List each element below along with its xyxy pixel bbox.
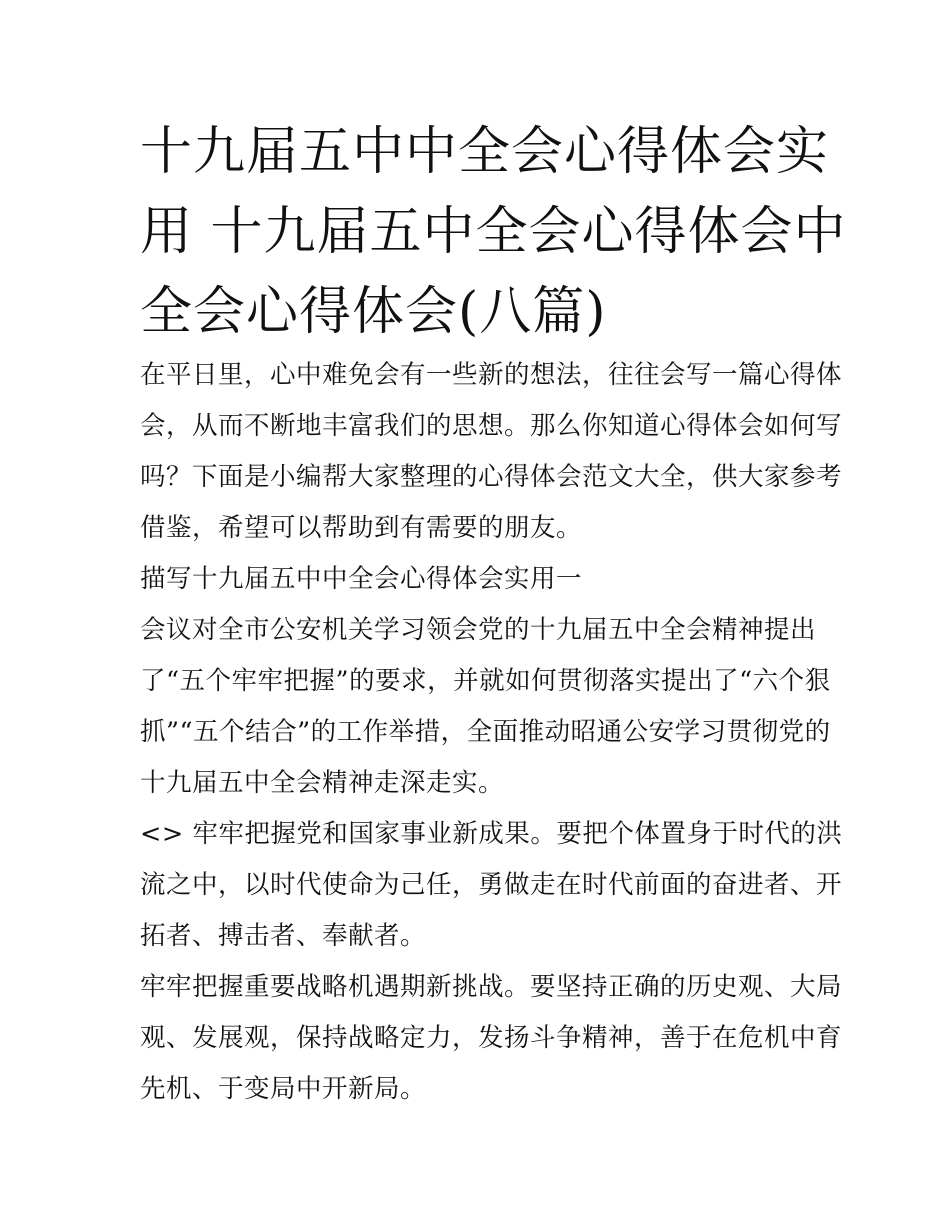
title-line: 全会心得体会(八篇) [140, 282, 607, 342]
body-line: 拓者、搏击者、奉献者。 [140, 921, 427, 951]
body-line: <> 牢牢把握党和国家事业新成果。要把个体置身于时代的洪 [140, 819, 843, 849]
body-line: 在平日里，心中难免会有一些新的想法，往往会写一篇心得体 [140, 360, 843, 390]
body-line: 了“五个牢牢把握”的要求，并就如何贯彻落实提出了“六个狠 [140, 666, 831, 696]
body-line: 会，从而不断地丰富我们的思想。那么你知道心得体会如何写 [140, 411, 843, 441]
section-heading: 描写十九届五中中全会心得体会实用一 [140, 564, 583, 594]
body-line: 借鉴，希望可以帮助到有需要的朋友。 [140, 513, 583, 543]
body-line: 抓”“五个结合”的工作举措，全面推动昭通公安学习贯彻党的 [140, 717, 831, 747]
document-title [140, 112, 847, 352]
body-line: 吗？下面是小编帮大家整理的心得体会范文大全，供大家参考 [140, 462, 843, 492]
body-line: 先机、于变局中开新局。 [140, 1074, 427, 1104]
body-line: 流之中，以时代使命为己任，勇做走在时代前面的奋进者、开 [140, 870, 843, 900]
title-line: 用 十九届五中全会心得体会中 [140, 202, 847, 262]
title-line: 十九届五中中全会心得体会实 [140, 122, 830, 182]
document-body [140, 350, 843, 1115]
body-line: 牢牢把握重要战略机遇期新挑战。要坚持正确的历史观、大局 [140, 972, 843, 1002]
body-line: 会议对全市公安机关学习领会党的十九届五中全会精神提出 [140, 615, 817, 645]
body-line: 观、发展观，保持战略定力，发扬斗争精神，善于在危机中育 [140, 1023, 843, 1053]
body-line: 十九届五中全会精神走深走实。 [140, 768, 505, 798]
